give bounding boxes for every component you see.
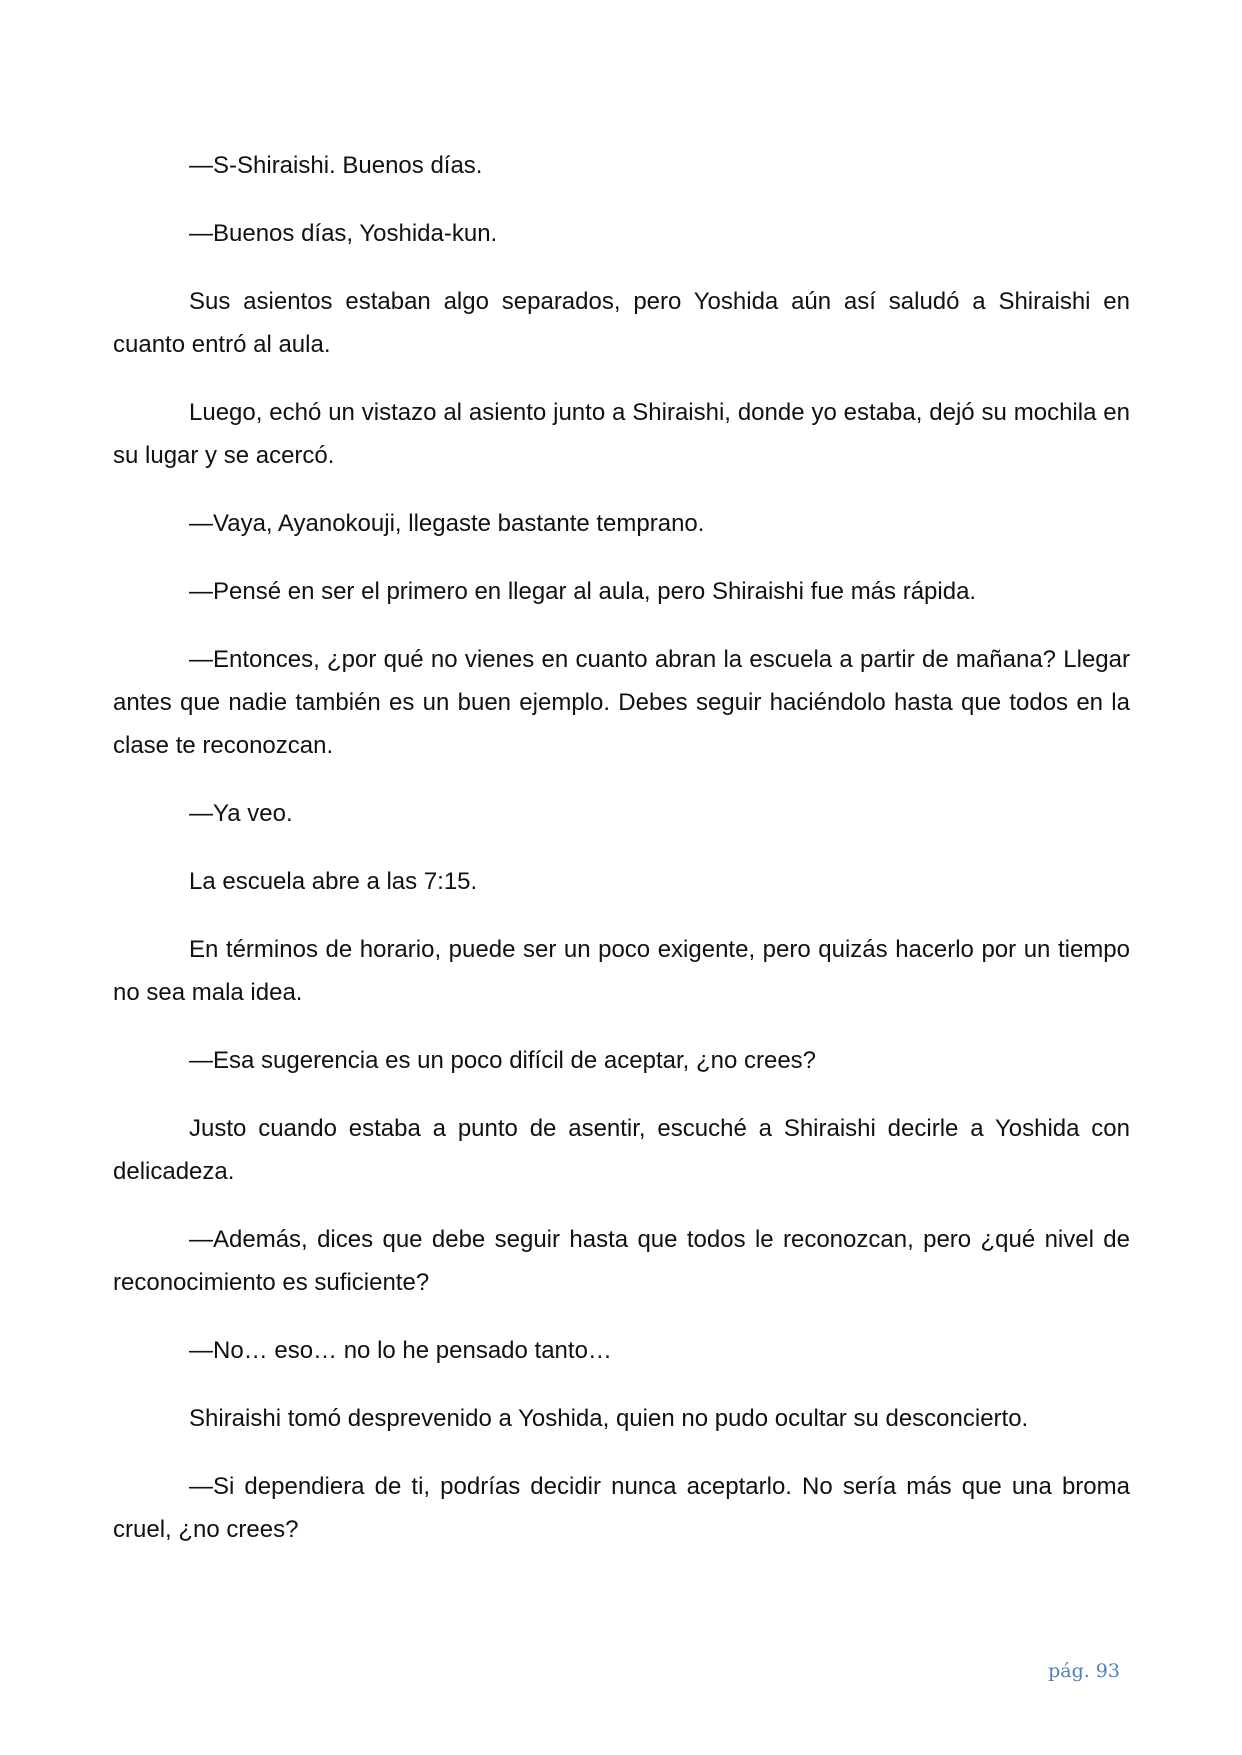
paragraph: —Esa sugerencia es un poco difícil de aceptar, ¿no crees? [189,1047,817,1074]
paragraph: —No… eso… no lo he pensado tanto… [189,1337,612,1364]
paragraph: Shiraishi tomó desprevenido a Yoshida, quien no pudo ocultar su desconcierto. [189,1405,1029,1432]
paragraph: La escuela abre a las 7:15. [189,868,478,895]
paragraph: Luego, echó un vistazo al asiento junto a Shiraishi, donde yo estaba, dejó su mochila en su lugar y se acercó. [113,399,1130,469]
paragraph: Justo cuando estaba a punto de asentir, escuché a Shiraishi decirle a Yoshida con delicadeza. [113,1115,1130,1185]
paragraph: —Además, dices que debe seguir hasta que todos le reconozcan, pero ¿qué nivel de reconocimiento es suficiente? [113,1226,1130,1296]
paragraph: —Pensé en ser el primero en llegar al aula, pero Shiraishi fue más rápida. [189,578,977,605]
paragraph: —Vaya, Ayanokouji, llegaste bastante temprano. [189,510,705,537]
document-body [113,144,1130,1576]
paragraph: —Entonces, ¿por qué no vienes en cuanto abran la escuela a partir de mañana? Llegar antes que nadie también es un buen ejemplo. Debes seguir haciéndolo hasta que todos en la clase te reconozcan. [113,646,1130,759]
paragraph: —Buenos días, Yoshida-kun. [189,220,498,247]
paragraph: —S-Shiraishi. Buenos días. [189,152,483,179]
paragraph: —Si dependiera de ti, podrías decidir nunca aceptarlo. No sería más que una broma cruel, ¿no crees? [113,1473,1130,1543]
paragraph: En términos de horario, puede ser un poco exigente, pero quizás hacerlo por un tiempo no sea mala idea. [113,936,1130,1006]
paragraph: —Ya veo. [189,800,293,827]
page-number: pág. 93 [1048,1660,1120,1682]
paragraph: Sus asientos estaban algo separados, pero Yoshida aún así saludó a Shiraishi en cuanto entró al aula. [113,288,1130,358]
